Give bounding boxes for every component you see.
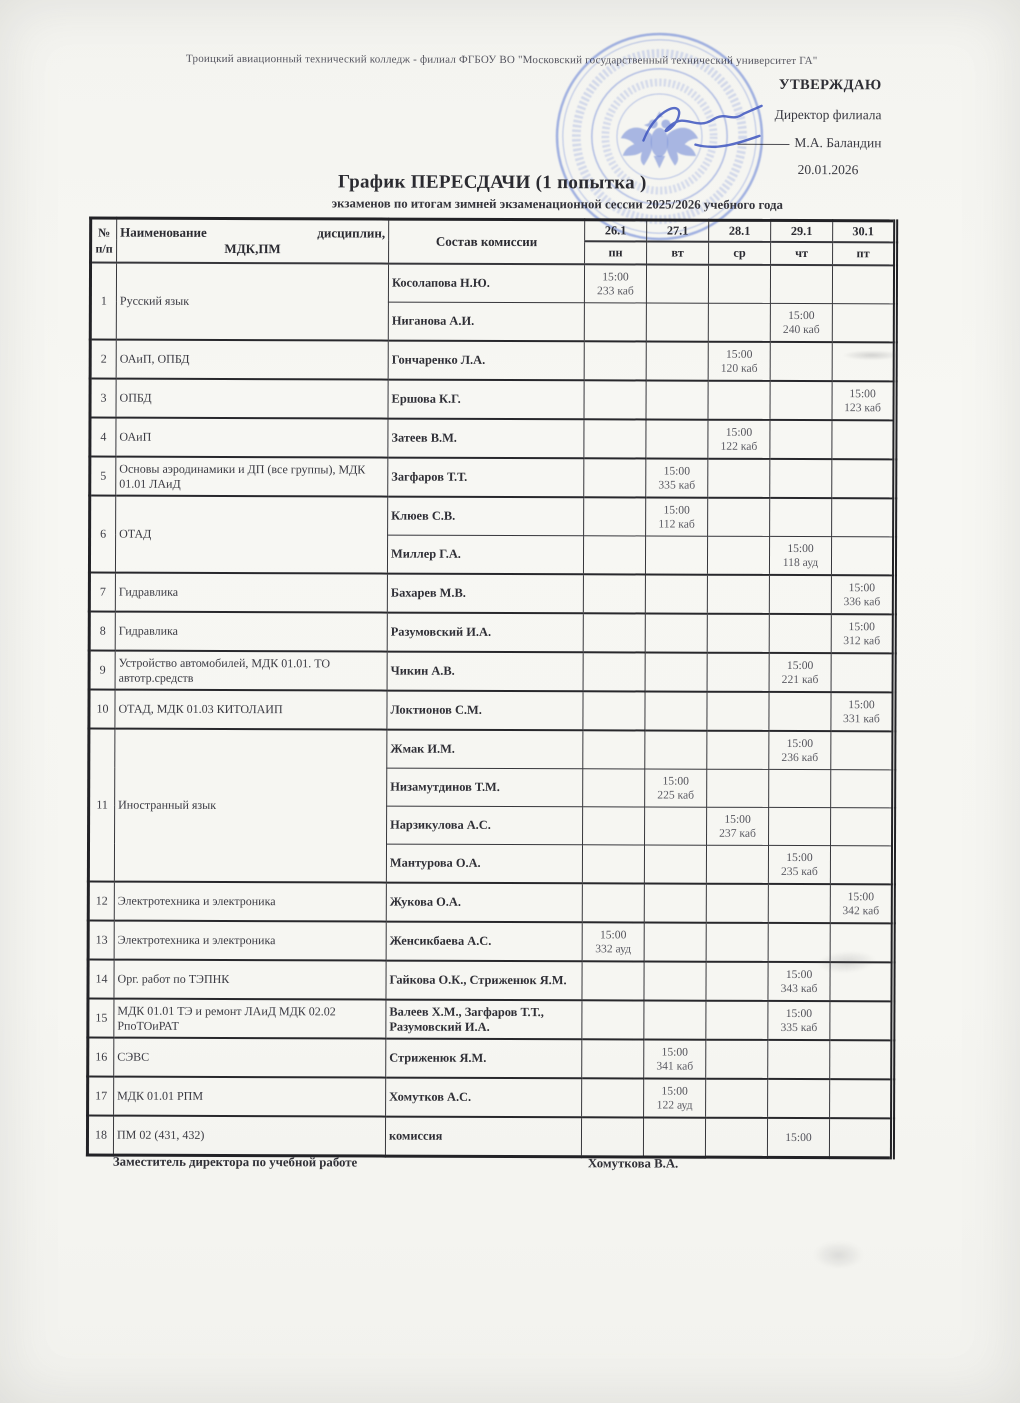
schedule-cell — [707, 692, 769, 731]
schedule-cell — [646, 419, 708, 458]
schedule-cell — [831, 537, 894, 576]
schedule-cell — [584, 264, 646, 303]
schedule-cell — [831, 575, 894, 614]
subject-cell: МДК 01.01 ТЭ и ремонт ЛАиД МДК 02.02 РпоТОиРАТ — [114, 999, 386, 1039]
committee-cell: Загфаров Т.Т. — [388, 458, 584, 498]
footer-name: Хомуткова В.А. — [587, 1156, 679, 1171]
schedule-cell — [832, 304, 895, 343]
header-num — [91, 218, 117, 263]
schedule-cell — [769, 575, 831, 614]
subject-cell: ОПБД — [116, 379, 388, 419]
exam-time: 15:00 — [848, 580, 876, 594]
schedule-table-header — [91, 218, 896, 265]
schedule-cell — [644, 1078, 706, 1117]
table-row — [89, 651, 894, 693]
exam-time: 15:00 — [848, 697, 875, 711]
subject-cell: Основы аэродинамики и ДП (все группы), МДК 01.01 ЛАиД — [116, 457, 388, 497]
row-number-cell: 1 — [90, 263, 116, 340]
committee-cell: Разумовский И.А. — [387, 613, 583, 653]
schedule-cell — [768, 884, 830, 923]
committee-cell: Чикин А.В. — [387, 652, 583, 692]
schedule-cell — [831, 808, 894, 846]
schedule-cell — [831, 653, 894, 692]
exam-room: 312 каб — [843, 633, 881, 647]
subject-cell: ПМ 02 (431, 432) — [113, 1116, 385, 1156]
committee-cell: Нарзикулова А.С. — [387, 806, 583, 845]
committee-cell: комиссия — [385, 1117, 581, 1157]
header-day-5: пт — [833, 242, 896, 265]
schedule-cell — [832, 420, 895, 459]
exam-room: 123 каб — [844, 400, 881, 414]
schedule-cell — [708, 381, 770, 420]
subject-cell: Гидравлика — [115, 612, 387, 652]
schedule-cell — [830, 1079, 893, 1118]
committee-cell: Ершова К.Г. — [388, 380, 584, 420]
schedule-cell — [707, 614, 769, 653]
exam-room: 343 каб — [780, 981, 818, 995]
scan-artifact — [814, 1241, 864, 1269]
table-row — [90, 418, 895, 460]
exam-room: 122 ауд — [656, 1098, 693, 1112]
schedule-cell — [830, 1001, 893, 1040]
schedule-cell — [582, 845, 644, 884]
approval-block — [621, 76, 881, 178]
schedule-cell — [706, 884, 768, 923]
schedule-cell — [831, 731, 894, 770]
exam-time: 15:00 — [787, 541, 814, 555]
committee-cell: Валеев Х.М., Загфаров Т.Т., Разумовский И.А. — [386, 1000, 582, 1040]
header-date-1: 26.1 — [585, 220, 647, 242]
schedule-cell — [646, 303, 708, 342]
committee-cell: Бахарев М.В. — [387, 574, 583, 614]
header-day-2: вт — [647, 241, 709, 264]
header-day-4: чт — [771, 242, 833, 265]
schedule-cell — [832, 342, 895, 381]
subject-cell: Гидравлика — [115, 573, 387, 613]
exam-time: 15:00 — [724, 812, 751, 826]
exam-time: 15:00 — [599, 927, 627, 941]
subject-cell: Электротехника и электроника — [114, 921, 386, 961]
schedule-cell — [583, 730, 645, 769]
schedule-cell — [645, 730, 707, 769]
exam-time: 15:00 — [602, 269, 629, 283]
schedule-cell — [645, 536, 707, 575]
committee-cell: Женсикбаева А.С. — [386, 922, 582, 962]
header-date-2: 27.1 — [647, 220, 709, 242]
schedule-cell — [832, 265, 895, 304]
exam-time: 15:00 — [725, 425, 753, 439]
header-committee: Состав комиссии — [389, 219, 585, 264]
schedule-cell — [768, 1079, 830, 1118]
schedule-cell — [584, 380, 646, 419]
schedule-cell — [768, 845, 830, 884]
exam-time: 15:00 — [785, 967, 813, 981]
approval-position: Директор филиала — [774, 106, 882, 123]
row-number-cell: 3 — [90, 379, 116, 418]
row-number-cell: 17 — [88, 1077, 114, 1116]
schedule-cell — [707, 536, 769, 575]
schedule-cell — [831, 614, 894, 653]
schedule-cell — [706, 1001, 768, 1040]
exam-room: 112 каб — [658, 517, 695, 531]
schedule-cell — [769, 731, 831, 770]
table-row — [88, 921, 893, 963]
schedule-cell — [830, 962, 893, 1001]
exam-room: 240 каб — [782, 322, 820, 336]
schedule-cell — [768, 1001, 830, 1040]
schedule-cell — [645, 574, 707, 613]
table-row — [89, 729, 894, 770]
committee-cell: Миллер Г.А. — [387, 535, 583, 574]
schedule-cell — [770, 342, 832, 381]
subject-cell: ОАиП, ОПБД — [116, 340, 388, 380]
subject-cell: Устройство автомобилей, МДК 01.01. ТО автотр.средств — [115, 651, 387, 691]
schedule-cell — [770, 498, 832, 537]
subject-cell: Орг. работ по ТЭПНК — [114, 960, 386, 1000]
schedule-cell — [644, 922, 706, 961]
exam-room: 331 каб — [843, 711, 880, 725]
schedule-cell — [770, 381, 832, 420]
exam-time: 15:00 — [661, 1045, 689, 1059]
table-row — [90, 340, 895, 382]
schedule-cell — [645, 652, 707, 691]
exam-time: 15:00 — [786, 850, 813, 864]
schedule-cell — [644, 961, 706, 1000]
schedule-cell — [706, 845, 768, 884]
exam-time: 15:00 — [849, 386, 876, 400]
approval-name-row — [621, 134, 881, 151]
committee-cell: Жмак И.М. — [387, 730, 583, 769]
schedule-cell — [582, 883, 644, 922]
schedule-table-body — [87, 263, 895, 1158]
schedule-cell — [583, 536, 645, 575]
schedule-cell — [644, 1039, 706, 1078]
schedule-cell — [707, 769, 769, 807]
subject-cell: ОАиП — [116, 418, 388, 458]
schedule-cell — [708, 265, 770, 304]
table-row — [88, 1038, 893, 1080]
table-row — [90, 379, 895, 421]
header-date-4: 29.1 — [771, 220, 833, 242]
schedule-cell — [646, 341, 708, 380]
schedule-cell — [830, 1040, 893, 1079]
row-number-cell: 5 — [90, 457, 116, 496]
schedule-cell — [644, 883, 706, 922]
header-subject-word1: Наименование — [120, 224, 207, 240]
schedule-cell — [646, 458, 708, 497]
exam-room: 120 каб — [720, 361, 758, 375]
table-row — [88, 999, 893, 1041]
schedule-cell — [583, 652, 645, 691]
exam-time: 15:00 — [663, 464, 691, 478]
exam-time: 15:00 — [661, 1084, 688, 1098]
table-row — [90, 457, 895, 499]
schedule-cell — [832, 498, 895, 537]
exam-time: 15:00 — [662, 774, 689, 788]
schedule-cell — [582, 1078, 644, 1117]
row-number-cell: 4 — [90, 418, 116, 457]
schedule-cell — [584, 497, 646, 536]
subject-cell: ОТАД — [115, 496, 387, 574]
schedule-table — [86, 217, 898, 1160]
exam-room: 335 каб — [658, 478, 696, 492]
schedule-cell — [707, 653, 769, 692]
exam-time: 15:00 — [785, 1006, 813, 1020]
signature-line — [737, 144, 789, 145]
schedule-cell — [583, 613, 645, 652]
approval-name: М.А. Баландин — [794, 134, 882, 151]
schedule-cell — [770, 459, 832, 498]
schedule-cell — [770, 303, 832, 342]
header-day-1: пн — [585, 241, 647, 264]
table-row — [88, 882, 893, 924]
schedule-cell — [584, 303, 646, 342]
exam-room: 342 каб — [842, 903, 880, 917]
exam-time: 15:00 — [725, 347, 753, 361]
header-date-3: 28.1 — [709, 220, 771, 242]
schedule-cell — [584, 341, 646, 380]
schedule-cell — [832, 381, 895, 420]
document-title: График ПЕРЕСДАЧИ (1 попытка ) — [337, 171, 647, 194]
schedule-cell — [706, 962, 768, 1001]
schedule-cell — [707, 807, 769, 845]
row-number-cell: 2 — [90, 340, 116, 379]
exam-time: 15:00 — [663, 503, 690, 517]
row-number-cell: 12 — [88, 882, 114, 921]
exam-room: 235 каб — [780, 864, 818, 878]
schedule-cell — [706, 1079, 768, 1118]
schedule-cell — [582, 922, 644, 961]
row-number-cell: 7 — [89, 573, 115, 612]
header-day-3: ср — [709, 242, 771, 265]
schedule-cell — [706, 923, 768, 962]
committee-cell: Гайкова О.К., Стриженюк Я.М. — [386, 961, 582, 1001]
table-row — [88, 1077, 893, 1119]
footer-position: Заместитель директора по учебной работе — [112, 1154, 358, 1170]
exam-room: 225 каб — [657, 788, 695, 802]
institution-line: Троицкий авиационный технический колледж - филиал ФГБОУ ВО "Московский государственный технический университет ГА" — [186, 52, 818, 68]
schedule-cell — [584, 419, 646, 458]
row-number-cell: 14 — [88, 960, 114, 999]
schedule-cell — [707, 575, 769, 614]
schedule-cell — [768, 1040, 830, 1079]
schedule-cell — [769, 692, 831, 731]
header-num-line1: № — [98, 225, 111, 240]
approval-label: УТВЕРЖДАЮ — [778, 76, 882, 94]
committee-cell: Стриженюк Я.М. — [386, 1039, 582, 1079]
schedule-cell — [708, 342, 770, 381]
exam-room: 236 каб — [781, 750, 819, 764]
exam-time: 15:00 — [785, 1130, 812, 1144]
exam-room: 237 каб — [719, 826, 756, 840]
schedule-cell — [770, 420, 832, 459]
header-num-line2: п/п — [95, 241, 113, 256]
schedule-cell — [645, 691, 707, 730]
committee-cell: Клюев С.В. — [388, 497, 584, 536]
schedule-cell — [708, 498, 770, 537]
schedule-cell — [646, 264, 708, 303]
exam-room: 233 каб — [597, 283, 634, 297]
schedule-cell — [708, 303, 770, 342]
schedule-cell — [644, 845, 706, 884]
subject-cell: ОТАД, МДК 01.03 КИТОЛАИП — [115, 690, 387, 730]
committee-cell: Локтионов С.М. — [387, 691, 583, 731]
table-row — [89, 612, 894, 654]
schedule-cell — [582, 1039, 644, 1078]
footer-block — [86, 1145, 892, 1228]
header-subject — [117, 218, 389, 263]
schedule-cell — [769, 536, 831, 575]
exam-time: 15:00 — [788, 308, 815, 322]
approval-date: 20.01.2026 — [797, 162, 859, 178]
subject-cell: СЭВС — [114, 1038, 386, 1078]
row-number-cell: 9 — [89, 651, 115, 690]
subject-cell: Иностранный язык — [114, 729, 387, 883]
row-number-cell: 15 — [88, 999, 114, 1038]
committee-cell: Мантурова О.А. — [386, 844, 582, 883]
row-number-cell: 6 — [89, 496, 115, 573]
table-row — [90, 496, 895, 537]
schedule-cell — [768, 923, 830, 962]
header-date-5: 30.1 — [833, 221, 896, 243]
schedule-cell — [831, 770, 894, 808]
schedule-cell — [645, 613, 707, 652]
schedule-cell — [830, 923, 893, 962]
document-subtitle: экзаменов по итогам зимней экзаменационной сессии 2025/2026 учебного года — [331, 196, 783, 212]
schedule-cell — [831, 692, 894, 731]
row-number-cell: 18 — [87, 1116, 113, 1156]
row-number-cell: 11 — [88, 729, 115, 882]
table-row — [89, 573, 894, 615]
schedule-cell — [768, 962, 830, 1001]
schedule-cell — [584, 458, 646, 497]
table-row — [90, 263, 895, 304]
exam-room: 336 каб — [843, 594, 881, 608]
schedule-cell — [830, 846, 893, 885]
schedule-cell — [769, 807, 831, 845]
schedule-cell — [583, 574, 645, 613]
schedule-cell — [644, 1000, 706, 1039]
exam-room: 122 каб — [720, 439, 758, 453]
schedule-cell — [769, 653, 831, 692]
exam-room: 332 ауд — [595, 941, 632, 955]
committee-cell: Косолапова Н.Ю. — [388, 264, 584, 303]
schedule-cell — [582, 961, 644, 1000]
schedule-cell — [770, 265, 832, 304]
committee-cell: Хомутков А.С. — [386, 1078, 582, 1118]
exam-time: 15:00 — [786, 658, 814, 672]
table-row — [88, 960, 893, 1002]
schedule-cell — [830, 884, 893, 923]
schedule-cell — [645, 769, 707, 807]
row-number-cell: 13 — [88, 921, 114, 960]
schedule-cell — [583, 807, 645, 845]
exam-room: 118 ауд — [782, 555, 819, 569]
exam-time: 15:00 — [847, 889, 875, 903]
committee-cell: Затеев В.М. — [388, 419, 584, 459]
exam-room: 221 каб — [781, 672, 819, 686]
exam-room: 335 каб — [780, 1020, 818, 1034]
schedule-cell — [708, 459, 770, 498]
schedule-cell — [583, 691, 645, 730]
schedule-cell — [646, 380, 708, 419]
row-number-cell: 8 — [89, 612, 115, 651]
committee-cell: Жукова О.А. — [386, 883, 582, 923]
schedule-cell — [706, 1040, 768, 1079]
committee-cell: Ниганова А.И. — [388, 302, 584, 341]
schedule-cell — [769, 769, 831, 807]
subject-cell: Электротехника и электроника — [114, 882, 386, 922]
committee-cell: Низамутдинов Т.М. — [387, 768, 583, 807]
exam-room: 341 каб — [656, 1059, 694, 1073]
exam-time: 15:00 — [786, 736, 814, 750]
row-number-cell: 16 — [88, 1038, 114, 1077]
committee-cell: Гончаренко Л.А. — [388, 341, 584, 381]
schedule-cell — [769, 614, 831, 653]
header-subject-line2: МДК,ПМ — [224, 241, 281, 257]
row-number-cell: 10 — [89, 690, 115, 729]
table-row — [89, 690, 894, 732]
schedule-cell — [707, 731, 769, 770]
exam-time: 15:00 — [848, 619, 876, 633]
schedule-cell — [583, 769, 645, 807]
schedule-cell — [832, 459, 895, 498]
schedule-cell — [645, 807, 707, 845]
header-subject-word2: дисциплин, — [317, 225, 386, 241]
schedule-cell — [582, 1000, 644, 1039]
subject-cell: МДК 01.01 РПМ — [114, 1077, 386, 1117]
schedule-cell — [708, 420, 770, 459]
schedule-cell — [646, 497, 708, 536]
subject-cell: Русский язык — [116, 263, 388, 341]
